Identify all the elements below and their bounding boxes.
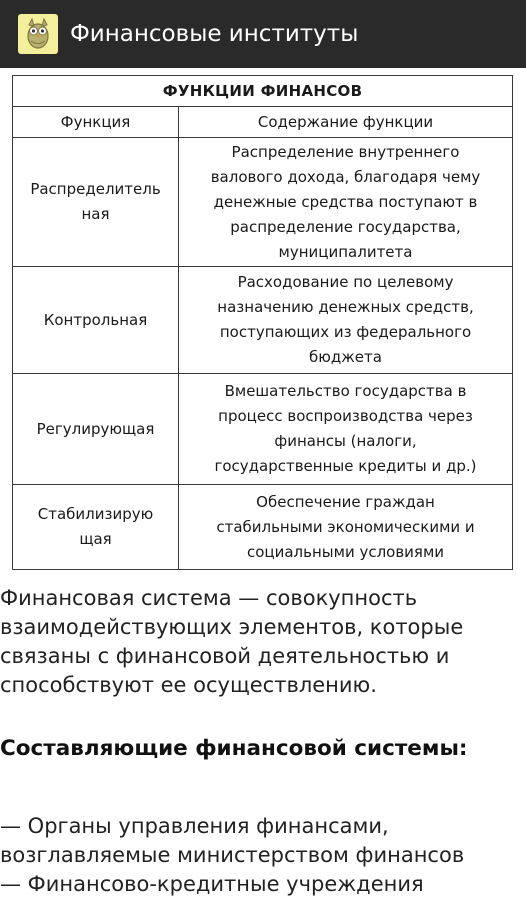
function-name-cell: Стабилизирую щая bbox=[13, 485, 179, 570]
components-list bbox=[0, 812, 526, 899]
function-name-cell: Контрольная bbox=[13, 267, 179, 374]
financial-system-definition: Финансовая система — совокупность взаимодействующих элементов, которые связаны с финансовой деятельностью и способствуют ее осуществлению. bbox=[0, 586, 464, 697]
list-item: возглавляемые министерством финансов bbox=[0, 843, 465, 867]
function-name-cell: Регулирующая bbox=[13, 374, 179, 485]
section-heading: Составляющие финансовой системы: bbox=[0, 736, 468, 761]
list-item: — Органы управления финансами, bbox=[0, 814, 389, 838]
content-scroll-area[interactable] bbox=[0, 68, 526, 900]
app-title: Финансовые институты bbox=[70, 21, 359, 47]
column-header-function: Функция bbox=[13, 107, 179, 138]
finance-functions-table bbox=[12, 75, 513, 570]
finance-functions-table-image bbox=[12, 75, 512, 570]
owl-icon[interactable] bbox=[18, 14, 58, 54]
function-content-cell: Вмешательство государства в процесс воспроизводства через финансы (налоги, государственные кредиты и др.) bbox=[179, 374, 513, 485]
column-header-content: Содержание функции bbox=[179, 107, 513, 138]
action-bar bbox=[0, 0, 526, 68]
function-content-cell: Расходование по целевому назначению денежных средств, поступающих из федерального бюджета bbox=[179, 267, 513, 374]
table-caption: ФУНКЦИИ ФИНАНСОВ bbox=[13, 76, 513, 107]
table-row bbox=[13, 485, 513, 570]
function-content-cell: Распределение внутреннего валового дохода, благодаря чему денежные средства поступают в распределение государства, муниципалитета bbox=[179, 138, 513, 267]
table-row bbox=[13, 138, 513, 267]
list-item: — Финансово-кредитные учреждения bbox=[0, 872, 424, 896]
table-row bbox=[13, 267, 513, 374]
function-content-cell: Обеспечение граждан стабильными экономическими и социальными условиями bbox=[179, 485, 513, 570]
table-row bbox=[13, 374, 513, 485]
function-name-cell: Распределитель ная bbox=[13, 138, 179, 267]
